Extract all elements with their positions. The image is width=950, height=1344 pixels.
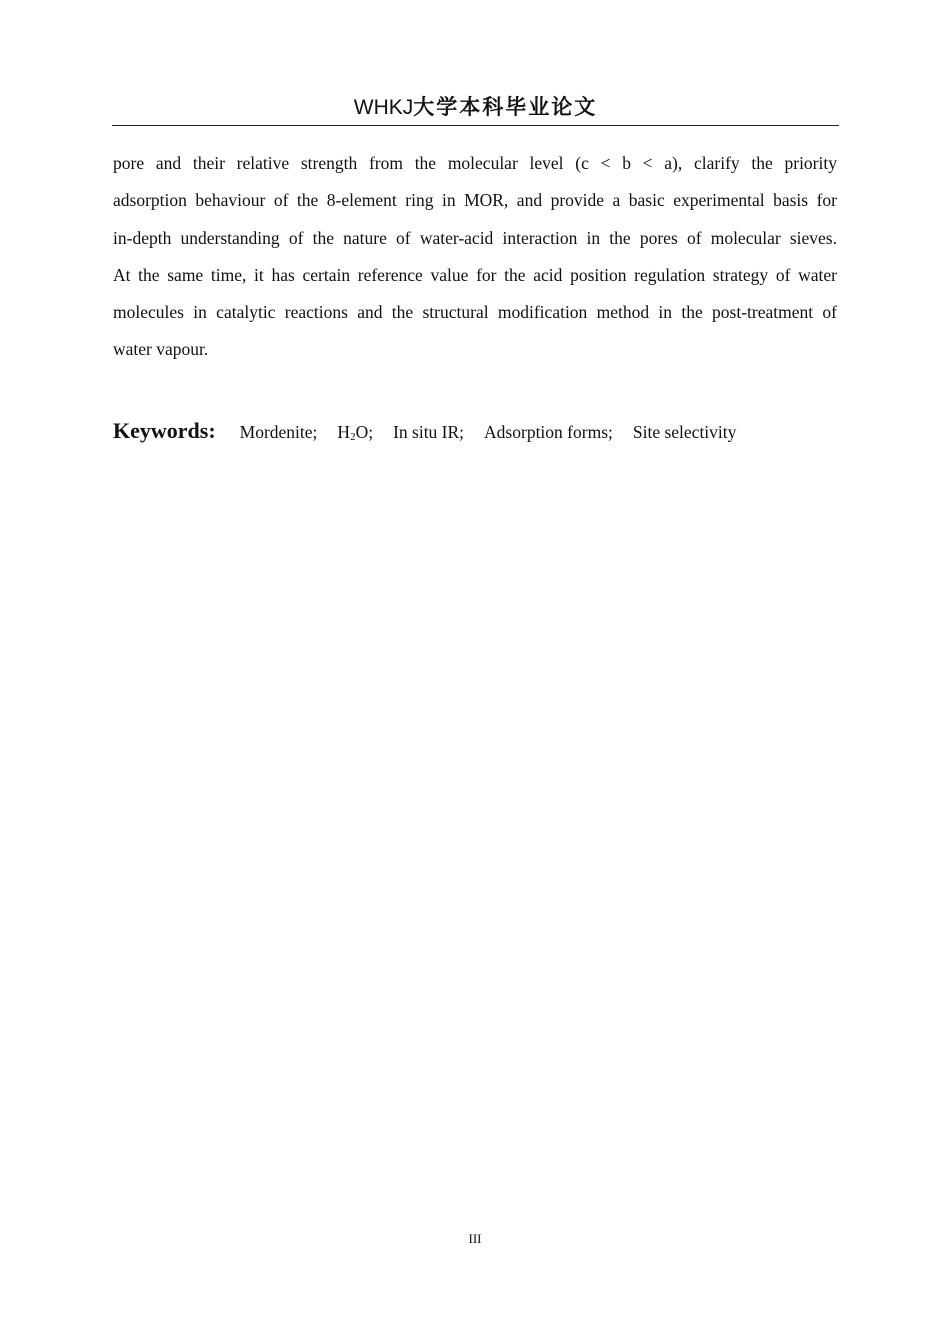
paragraph-line: in-depth understanding of the nature of water-acid interaction in the pores of molecular sieves. [113,227,837,248]
page-number: III [468,1231,482,1246]
keyword-site-selectivity: Site selectivity [632,422,737,442]
keyword-h2o-h: H [337,422,351,442]
paragraph-line: pore and their relative strength from the molecular level (c < b < a), clarify the priority [113,153,837,173]
header-rule [112,125,839,126]
keyword-h2o [337,422,373,442]
keyword-mordenite: Mordenite; [239,422,318,442]
paragraph-line-last: water vapour. [113,339,209,360]
paragraph-line: adsorption behaviour of the 8-element ring in MOR, and provide a basic experimental basis for [113,190,837,211]
keyword-in-situ-ir: In situ IR; [393,422,465,442]
keyword-adsorption-forms: Adsorption forms; [484,422,613,442]
paragraph-line: At the same time, it has certain reference value for the acid position regulation strategy of water [113,264,837,285]
abstract-paragraph [113,145,837,369]
keyword-h2o-rest: O; [355,422,374,442]
header-title-cjk: 大学本科毕业论文 [413,95,598,119]
paragraph-line: molecules in catalytic reactions and the structural modification method in the post-treatment of [113,302,837,323]
keywords-line [113,414,837,451]
keyword-h2o-subscript: 2 [350,431,356,443]
keywords-label: Keywords: [113,418,216,443]
running-header [112,92,839,123]
header-title-latin: WHKJ [353,96,414,119]
